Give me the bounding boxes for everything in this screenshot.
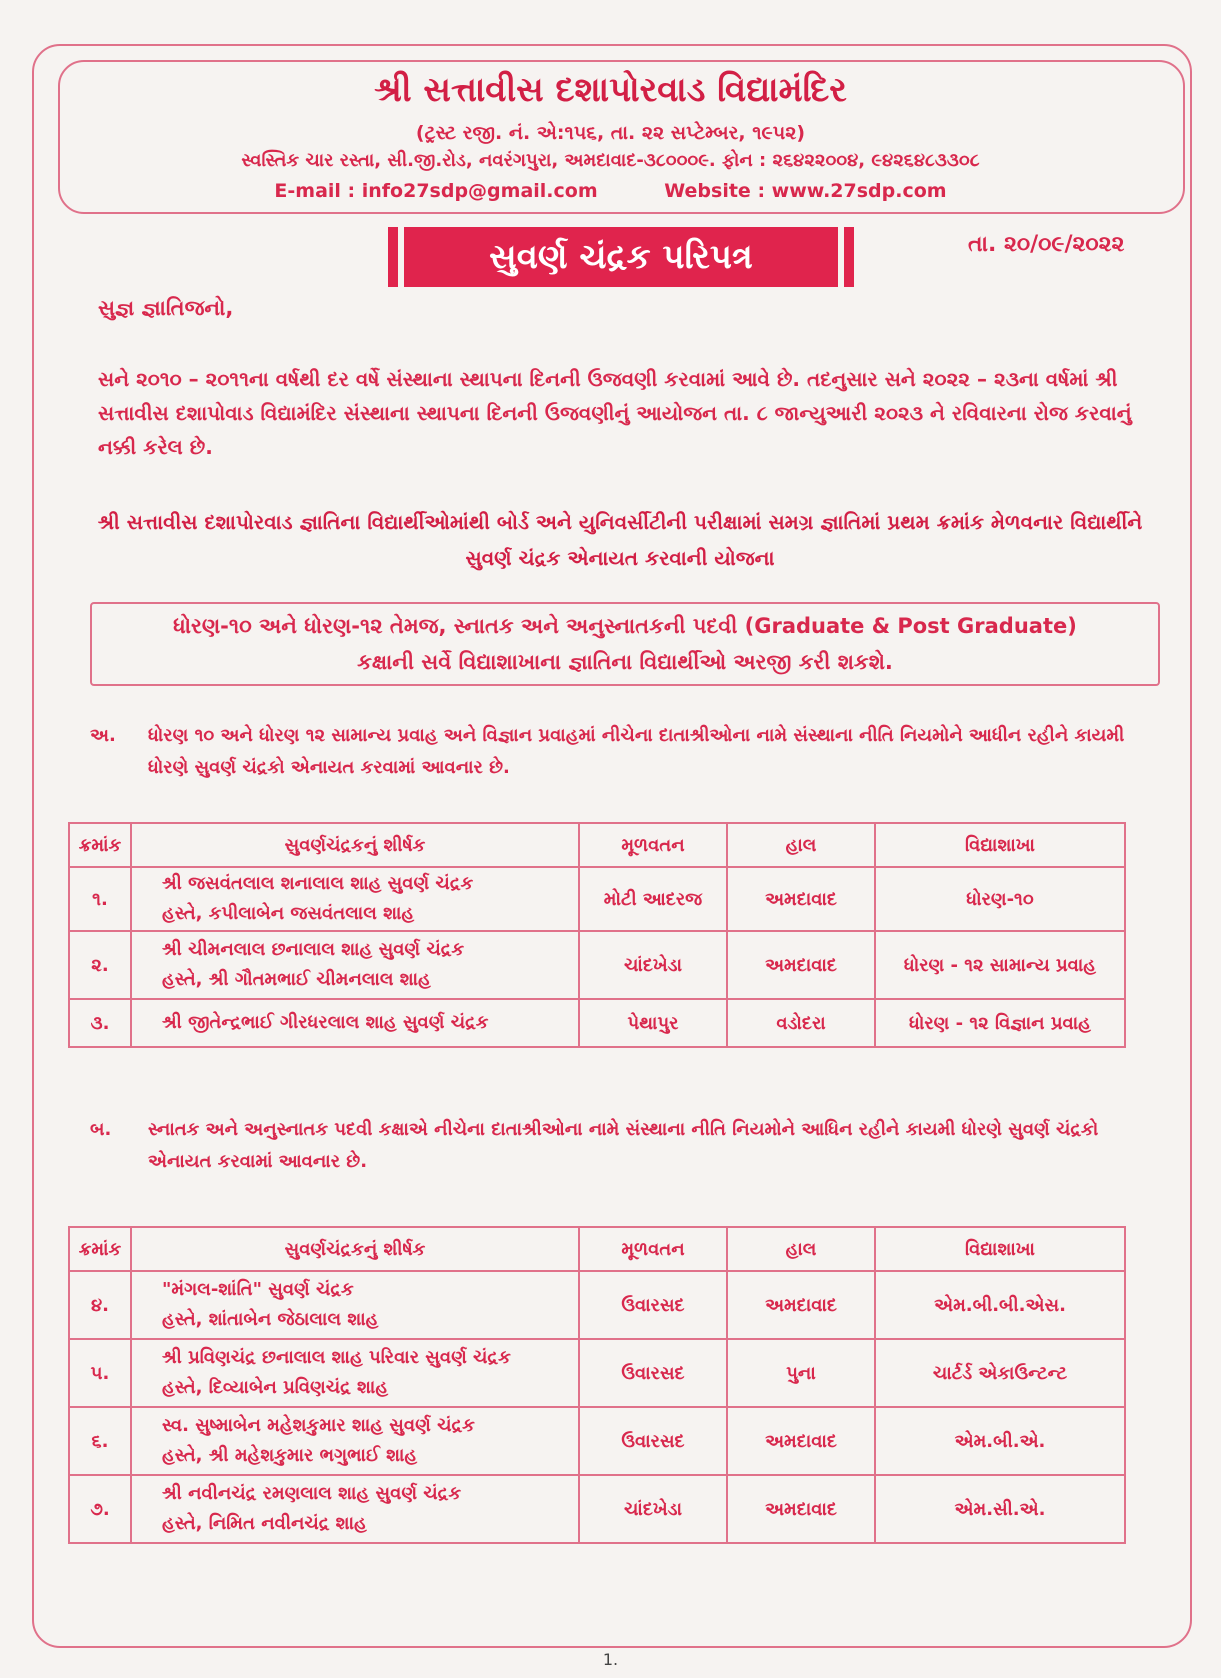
eligibility-box — [90, 602, 1160, 686]
num-cell: ૩. — [69, 999, 131, 1047]
section-b — [90, 1114, 1160, 1178]
institution-title: શ્રી સત્તાવીસ દશાપોરવાડ વિદ્યામંદિર — [374, 70, 847, 110]
table-row — [69, 999, 1125, 1047]
trust-registration: (ટ્રસ્ટ રજી. નં. એ:૧૫૬, તા. ૨૨ સપ્ટેમ્બર, ૧૯૫૨) — [415, 122, 806, 144]
branch-cell: ધોરણ-૧૦ — [875, 867, 1125, 931]
section-a-text: ધોરણ ૧૦ અને ધોરણ ૧૨ સામાન્ય પ્રવાહ અને વિજ્ઞાન પ્રવાહમાં નીચેના દાતાશ્રીઓના નામે સંસ્થાના નીતિ નિયમોને આધીન રહીને કાયમી ધોરણે સુવર્ણ ચંદ્રકો એનાયત કરવામાં આવનાર છે. — [148, 725, 1125, 778]
title-cell — [131, 867, 579, 931]
branch-cell: ધોરણ - ૧૨ વિજ્ઞાન પ્રવાહ — [875, 999, 1125, 1047]
table-row — [69, 1475, 1125, 1543]
num-cell: ૭. — [69, 1475, 131, 1543]
native-cell: ઉવારસદ — [579, 1339, 727, 1407]
native-cell: ચાંદખેડા — [579, 1475, 727, 1543]
native-cell: ચાંદખેડા — [579, 931, 727, 999]
col-title: સુવર્ણચંદ્રકનું શીર્ષક — [131, 1227, 579, 1271]
col-native: મૂળવતન — [579, 1227, 727, 1271]
award-donor-line: હસ્તે, નિમિત નવીનચંદ્ર શાહ — [162, 1513, 367, 1534]
native-cell: ઉવારસદ — [579, 1271, 727, 1339]
award-title-line: શ્રી ચીમનલાલ છનાલાલ શાહ સુવર્ણ ચંદ્રક — [162, 939, 465, 960]
email-text: E-mail : info27sdp@gmail.com — [274, 180, 598, 202]
award-table-b — [68, 1226, 1126, 1544]
num-cell: ૨. — [69, 931, 131, 999]
award-title-line: શ્રી નવીનચંદ્ર રમણલાલ શાહ સુવર્ણ ચંદ્રક — [162, 1483, 462, 1504]
eligibility-line-2: કક્ષાની સર્વે વિદ્યાશાખાના જ્ઞાતિના વિદ્યાર્થીઓ અરજી કરી શકશે. — [357, 650, 893, 674]
contact-line — [0, 180, 1221, 202]
award-donor-line: હસ્તે, શ્રી ગૌતમભાઈ ચીમનલાલ શાહ — [162, 969, 431, 990]
col-current: હાલ — [727, 1227, 875, 1271]
eligibility-line-1: ધોરણ-૧૦ અને ધોરણ-૧૨ તેમજ, સ્નાતક અને અનુસ્નાતકની પદવી (Graduate & Post Graduate) — [173, 614, 1077, 638]
table-row — [69, 1271, 1125, 1339]
section-b-mark: બ. — [90, 1119, 112, 1140]
award-title-line: "મંગલ-શાંતિ" સુવર્ણ ચંદ્રક — [162, 1279, 354, 1300]
address-line: સ્વસ્તિક ચાર રસ્તા, સી.જી.રોડ, નવરંગપુરા, અમદાવાદ-૩૮૦૦૦૯. ફોન : ૨૬૪૨૨૦૦૪, ૯૪૨૬૪૮૩૩૦૮ — [241, 150, 980, 171]
intro-paragraph: સને ૨૦૧૦ – ૨૦૧૧ના વર્ષથી દર વર્ષે સંસ્થાના સ્થાપના દિનની ઉજવણી કરવામાં આવે છે. તદનુસાર સને ૨૦૨૨ – ૨૩ના વર્ષમાં શ્રી સત્તાવીસ દશાપોવાડ વિદ્યામંદિર સંસ્થાના સ્થાપના દિનની ઉજવણીનું આયોજન તા. ૮ જાન્યુઆરી ૨૦૨૩ ને રવિવારના રોજ કરવાનું નક્કી કરેલ છે. — [98, 367, 1132, 459]
section-a — [90, 720, 1160, 784]
title-cell — [131, 1407, 579, 1475]
website-text: Website : www.27sdp.com — [664, 180, 947, 202]
title-cell — [131, 999, 579, 1047]
award-donor-line: હસ્તે, શ્રી મહેશકુમાર ભગુભાઈ શાહ — [162, 1445, 418, 1466]
award-table-a — [68, 822, 1126, 1048]
col-branch: વિદ્યાશાખા — [875, 823, 1125, 867]
branch-cell: ધોરણ - ૧૨ સામાન્ય પ્રવાહ — [875, 931, 1125, 999]
award-title-line: શ્રી જીતેન્દ્રભાઈ ગીરધરલાલ શાહ સુવર્ણ ચંદ્રક — [162, 1012, 489, 1033]
table-row — [69, 1339, 1125, 1407]
current-cell: અમદાવાદ — [727, 1475, 875, 1543]
page-number: 1. — [602, 1650, 619, 1669]
circular-banner: સુવર્ણ ચંદ્રક પરિપત્ર — [398, 227, 844, 287]
award-title-line: શ્રી જસવંતલાલ શનાલાલ શાહ સુવર્ણ ચંદ્રક — [162, 873, 474, 894]
award-donor-line: હસ્તે, કપીલાબેન જસવંતલાલ શાહ — [162, 903, 415, 924]
num-cell: ૧. — [69, 867, 131, 931]
col-current: હાલ — [727, 823, 875, 867]
branch-cell: એમ.સી.એ. — [875, 1475, 1125, 1543]
branch-cell: ચાર્ટર્ડ એકાઉન્ટન્ટ — [875, 1339, 1125, 1407]
award-title-line: શ્રી પ્રવિણચંદ્ર છનાલાલ શાહ પરિવાર સુવર્ણ ચંદ્રક — [162, 1347, 511, 1368]
greeting: સુજ્ઞ જ્ઞાતિજનો, — [98, 296, 234, 320]
current-cell: પુના — [727, 1339, 875, 1407]
section-a-mark: અ. — [90, 725, 116, 746]
native-cell: ઉવારસદ — [579, 1407, 727, 1475]
col-num: ક્રમાંક — [69, 823, 131, 867]
award-donor-line: હસ્તે, શાંતાબેન જેઠાલાલ શાહ — [162, 1309, 379, 1330]
current-cell: અમદાવાદ — [727, 1407, 875, 1475]
num-cell: ૪. — [69, 1271, 131, 1339]
num-cell: ૬. — [69, 1407, 131, 1475]
native-cell: મોટી આદરજ — [579, 867, 727, 931]
native-cell: પેથાપુર — [579, 999, 727, 1047]
circular-date: તા. ૨૦/૦૯/૨૦૨૨ — [968, 232, 1125, 257]
col-title: સુવર્ણચંદ્રકનું શીર્ષક — [131, 823, 579, 867]
section-b-text: સ્નાતક અને અનુસ્નાતક પદવી કક્ષાએ નીચેના દાતાશ્રીઓના નામે સંસ્થાના નીતિ નિયમોને આધિન રહીને કાયમી ધોરણે સુવર્ણ ચંદ્રકો એનાયત કરવામાં આવનાર છે. — [148, 1119, 1099, 1172]
branch-cell: એમ.બી.એ. — [875, 1407, 1125, 1475]
title-cell — [131, 1271, 579, 1339]
scheme-heading: શ્રી સત્તાવીસ દશાપોરવાડ જ્ઞાતિના વિદ્યાર્થીઓમાંથી બોર્ડ અને યુનિવર્સીટીની પરીક્ષામાં સમગ્ર જ્ઞાતિમાં પ્રથમ ક્રમાંક મેળવનાર વિદ્યાર્થીને સુવર્ણ ચંદ્રક એનાયત કરવાની યોજના — [97, 510, 1143, 570]
title-cell — [131, 931, 579, 999]
award-donor-line: હસ્તે, દિવ્યાબેન પ્રવિણચંદ્ર શાહ — [162, 1377, 389, 1398]
current-cell: અમદાવાદ — [727, 931, 875, 999]
table-row — [69, 1407, 1125, 1475]
current-cell: અમદાવાદ — [727, 867, 875, 931]
current-cell: વડોદરા — [727, 999, 875, 1047]
current-cell: અમદાવાદ — [727, 1271, 875, 1339]
col-num: ક્રમાંક — [69, 1227, 131, 1271]
award-title-line: સ્વ. સુષ્માબેન મહેશકુમાર શાહ સુવર્ણ ચંદ્રક — [162, 1415, 475, 1436]
col-native: મૂળવતન — [579, 823, 727, 867]
num-cell: ૫. — [69, 1339, 131, 1407]
title-cell — [131, 1339, 579, 1407]
title-cell — [131, 1475, 579, 1543]
table-row — [69, 867, 1125, 931]
col-branch: વિદ્યાશાખા — [875, 1227, 1125, 1271]
table-row — [69, 931, 1125, 999]
branch-cell: એમ.બી.બી.એસ. — [875, 1271, 1125, 1339]
